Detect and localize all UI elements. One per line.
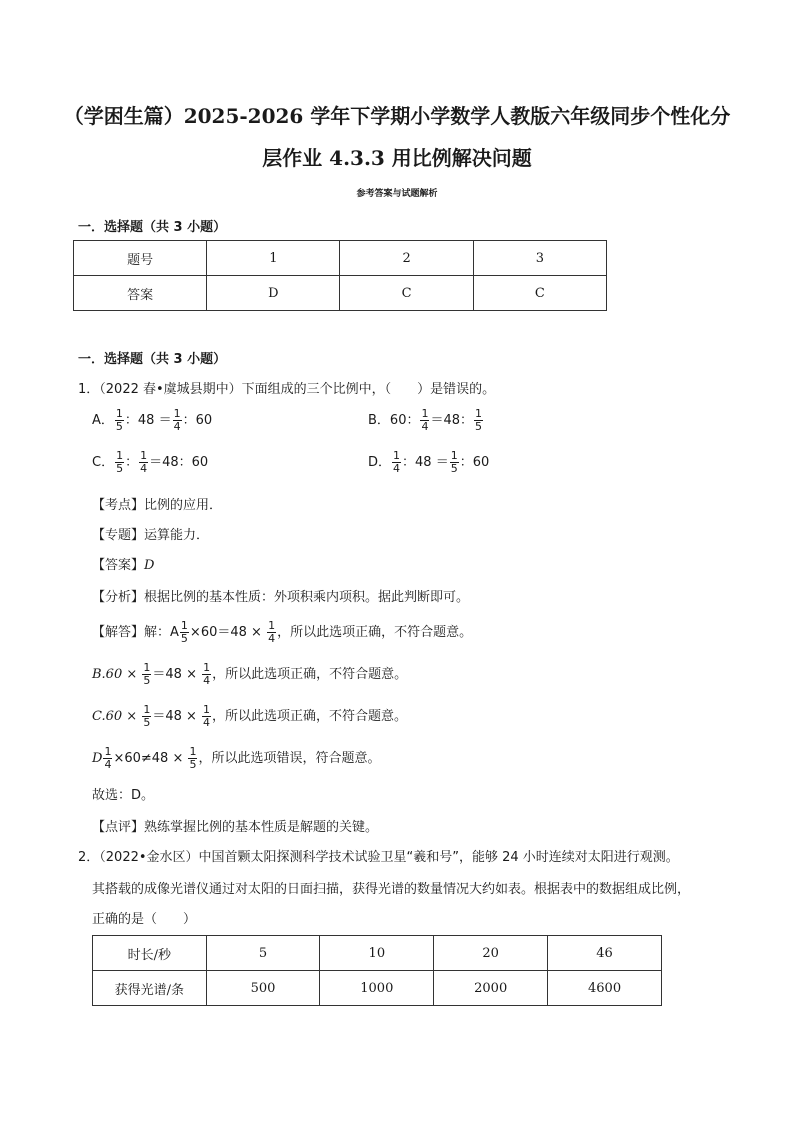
table-row: [93, 971, 662, 1006]
question-2-stem-line1: 2．（2022•金水区）中国首颗太阳探测科学技术试验卫星“羲和号”，能够 24 小时连续对太阳进行观测。: [78, 850, 679, 865]
jieda-line-b: B.60 × $\frac{1}{5}$ ＝48 × $\frac{1}{4}$ ，所以此选项正确，不符合题意。: [92, 661, 408, 687]
fraction: $\frac{1}{4}$: [173, 407, 181, 433]
question-2-stem-line2: 其搭载的成像光谱仪通过对太阳的日面扫描，获得光谱的数量情况大约如表。根据表中的数据组成比例，: [92, 882, 691, 897]
table-row: [93, 936, 662, 971]
zhuanti-line: 【专题】运算能力．: [92, 528, 210, 543]
fraction: $\frac{1}{4}$: [140, 449, 148, 475]
jieda-line-c: C.60 × $\frac{1}{5}$ ＝48 × $\frac{1}{4}$ ，所以此选项正确，不符合题意。: [92, 703, 408, 729]
fraction: $\frac{1}{5}$: [189, 745, 197, 771]
fraction: $\frac{1}{4}$: [421, 407, 429, 433]
table-cell: 2000: [434, 971, 548, 1006]
zhuanti-tag: 【专题】: [92, 528, 145, 543]
table-cell: 10: [320, 936, 434, 971]
fraction: $\frac{1}{4}$: [203, 703, 211, 729]
kaodian-tag: 【考点】: [92, 498, 145, 513]
table-cell: 1: [207, 241, 340, 276]
jieda-line-a: 【解答】解：A $\frac{1}{5}$ ×60＝48 × $\frac{1}{4}$ ，所以此选项正确，不符合题意。: [92, 619, 473, 645]
option-c: C． $\frac{1}{5}$ ： $\frac{1}{4}$ ＝48：60: [92, 449, 209, 475]
fraction: $\frac{1}{4}$: [268, 619, 276, 645]
question-2-stem-line3: 正确的是（ ）: [92, 912, 197, 927]
fraction: $\frac{1}{5}$: [475, 407, 483, 433]
table-cell: D: [207, 276, 340, 311]
table-row: [74, 276, 607, 311]
fraction: $\frac{1}{4}$: [203, 661, 211, 687]
dianping-tag: 【点评】: [92, 820, 145, 835]
table-cell: 答案: [74, 276, 207, 311]
table-cell: 5: [206, 936, 320, 971]
table-cell: 获得光谱/条: [93, 971, 207, 1006]
table-cell: 4600: [548, 971, 662, 1006]
table-cell: 题号: [74, 241, 207, 276]
table-cell: C: [340, 276, 473, 311]
jieda-tag: 【解答】: [92, 625, 145, 640]
answer-line: 【答案】D: [92, 558, 155, 573]
fenxi-tag: 【分析】: [92, 590, 145, 605]
table-cell: 500: [206, 971, 320, 1006]
option-d: D． $\frac{1}{4}$ ：48 ＝ $\frac{1}{5}$ ：60: [368, 449, 490, 475]
table-cell: 3: [473, 241, 606, 276]
fraction: $\frac{1}{5}$: [143, 661, 151, 687]
answer-tag: 【答案】: [92, 558, 145, 573]
document-subtitle: 参考答案与试题解析: [356, 189, 438, 199]
fenxi-line: 【分析】根据比例的基本性质：外项积乘内项积。据此判断即可。: [92, 590, 470, 605]
document-title-line2: 层作业 4.3.3 用比例解决问题: [262, 146, 532, 170]
kaodian-line: 【考点】比例的应用．: [92, 498, 223, 513]
table-cell: 时长/秒: [93, 936, 207, 971]
table-cell: 1000: [320, 971, 434, 1006]
table-cell: 2: [340, 241, 473, 276]
section-heading-2: 一．选择题（共 3 小题）: [78, 352, 227, 367]
fraction: $\frac{1}{5}$: [143, 703, 151, 729]
jieda-line-d: D $\frac{1}{4}$ ×60≠48 × $\frac{1}{5}$ ，所以此选项错误，符合题意。: [92, 745, 381, 771]
section-heading-1: 一．选择题（共 3 小题）: [78, 220, 227, 235]
table-cell: 46: [548, 936, 662, 971]
table-cell: C: [473, 276, 606, 311]
fraction: $\frac{1}{4}$: [104, 745, 112, 771]
fraction: $\frac{1}{5}$: [116, 449, 124, 475]
table-row: [74, 241, 607, 276]
dianping-line: 【点评】熟练掌握比例的基本性质是解题的关键。: [92, 820, 379, 835]
guxuan-line: 故选：D。: [92, 788, 155, 803]
option-a: A． $\frac{1}{5}$ ：48 ＝ $\frac{1}{4}$ ：60: [92, 407, 213, 433]
question-1-stem: 1．（2022 春•虞城县期中）下面组成的三个比例中，（ ）是错误的。: [78, 382, 496, 397]
fraction: $\frac{1}{5}$: [115, 407, 123, 433]
option-b: B．60： $\frac{1}{4}$ ＝48： $\frac{1}{5}$: [368, 407, 483, 433]
fraction: $\frac{1}{5}$: [450, 449, 458, 475]
fraction: $\frac{1}{5}$: [180, 619, 188, 645]
answer-table: [73, 240, 607, 311]
table-cell: 20: [434, 936, 548, 971]
data-table: [92, 935, 662, 1006]
fraction: $\frac{1}{4}$: [393, 449, 401, 475]
document-title-line1: （学困生篇）2025-2026 学年下学期小学数学人教版六年级同步个性化分: [63, 104, 731, 128]
